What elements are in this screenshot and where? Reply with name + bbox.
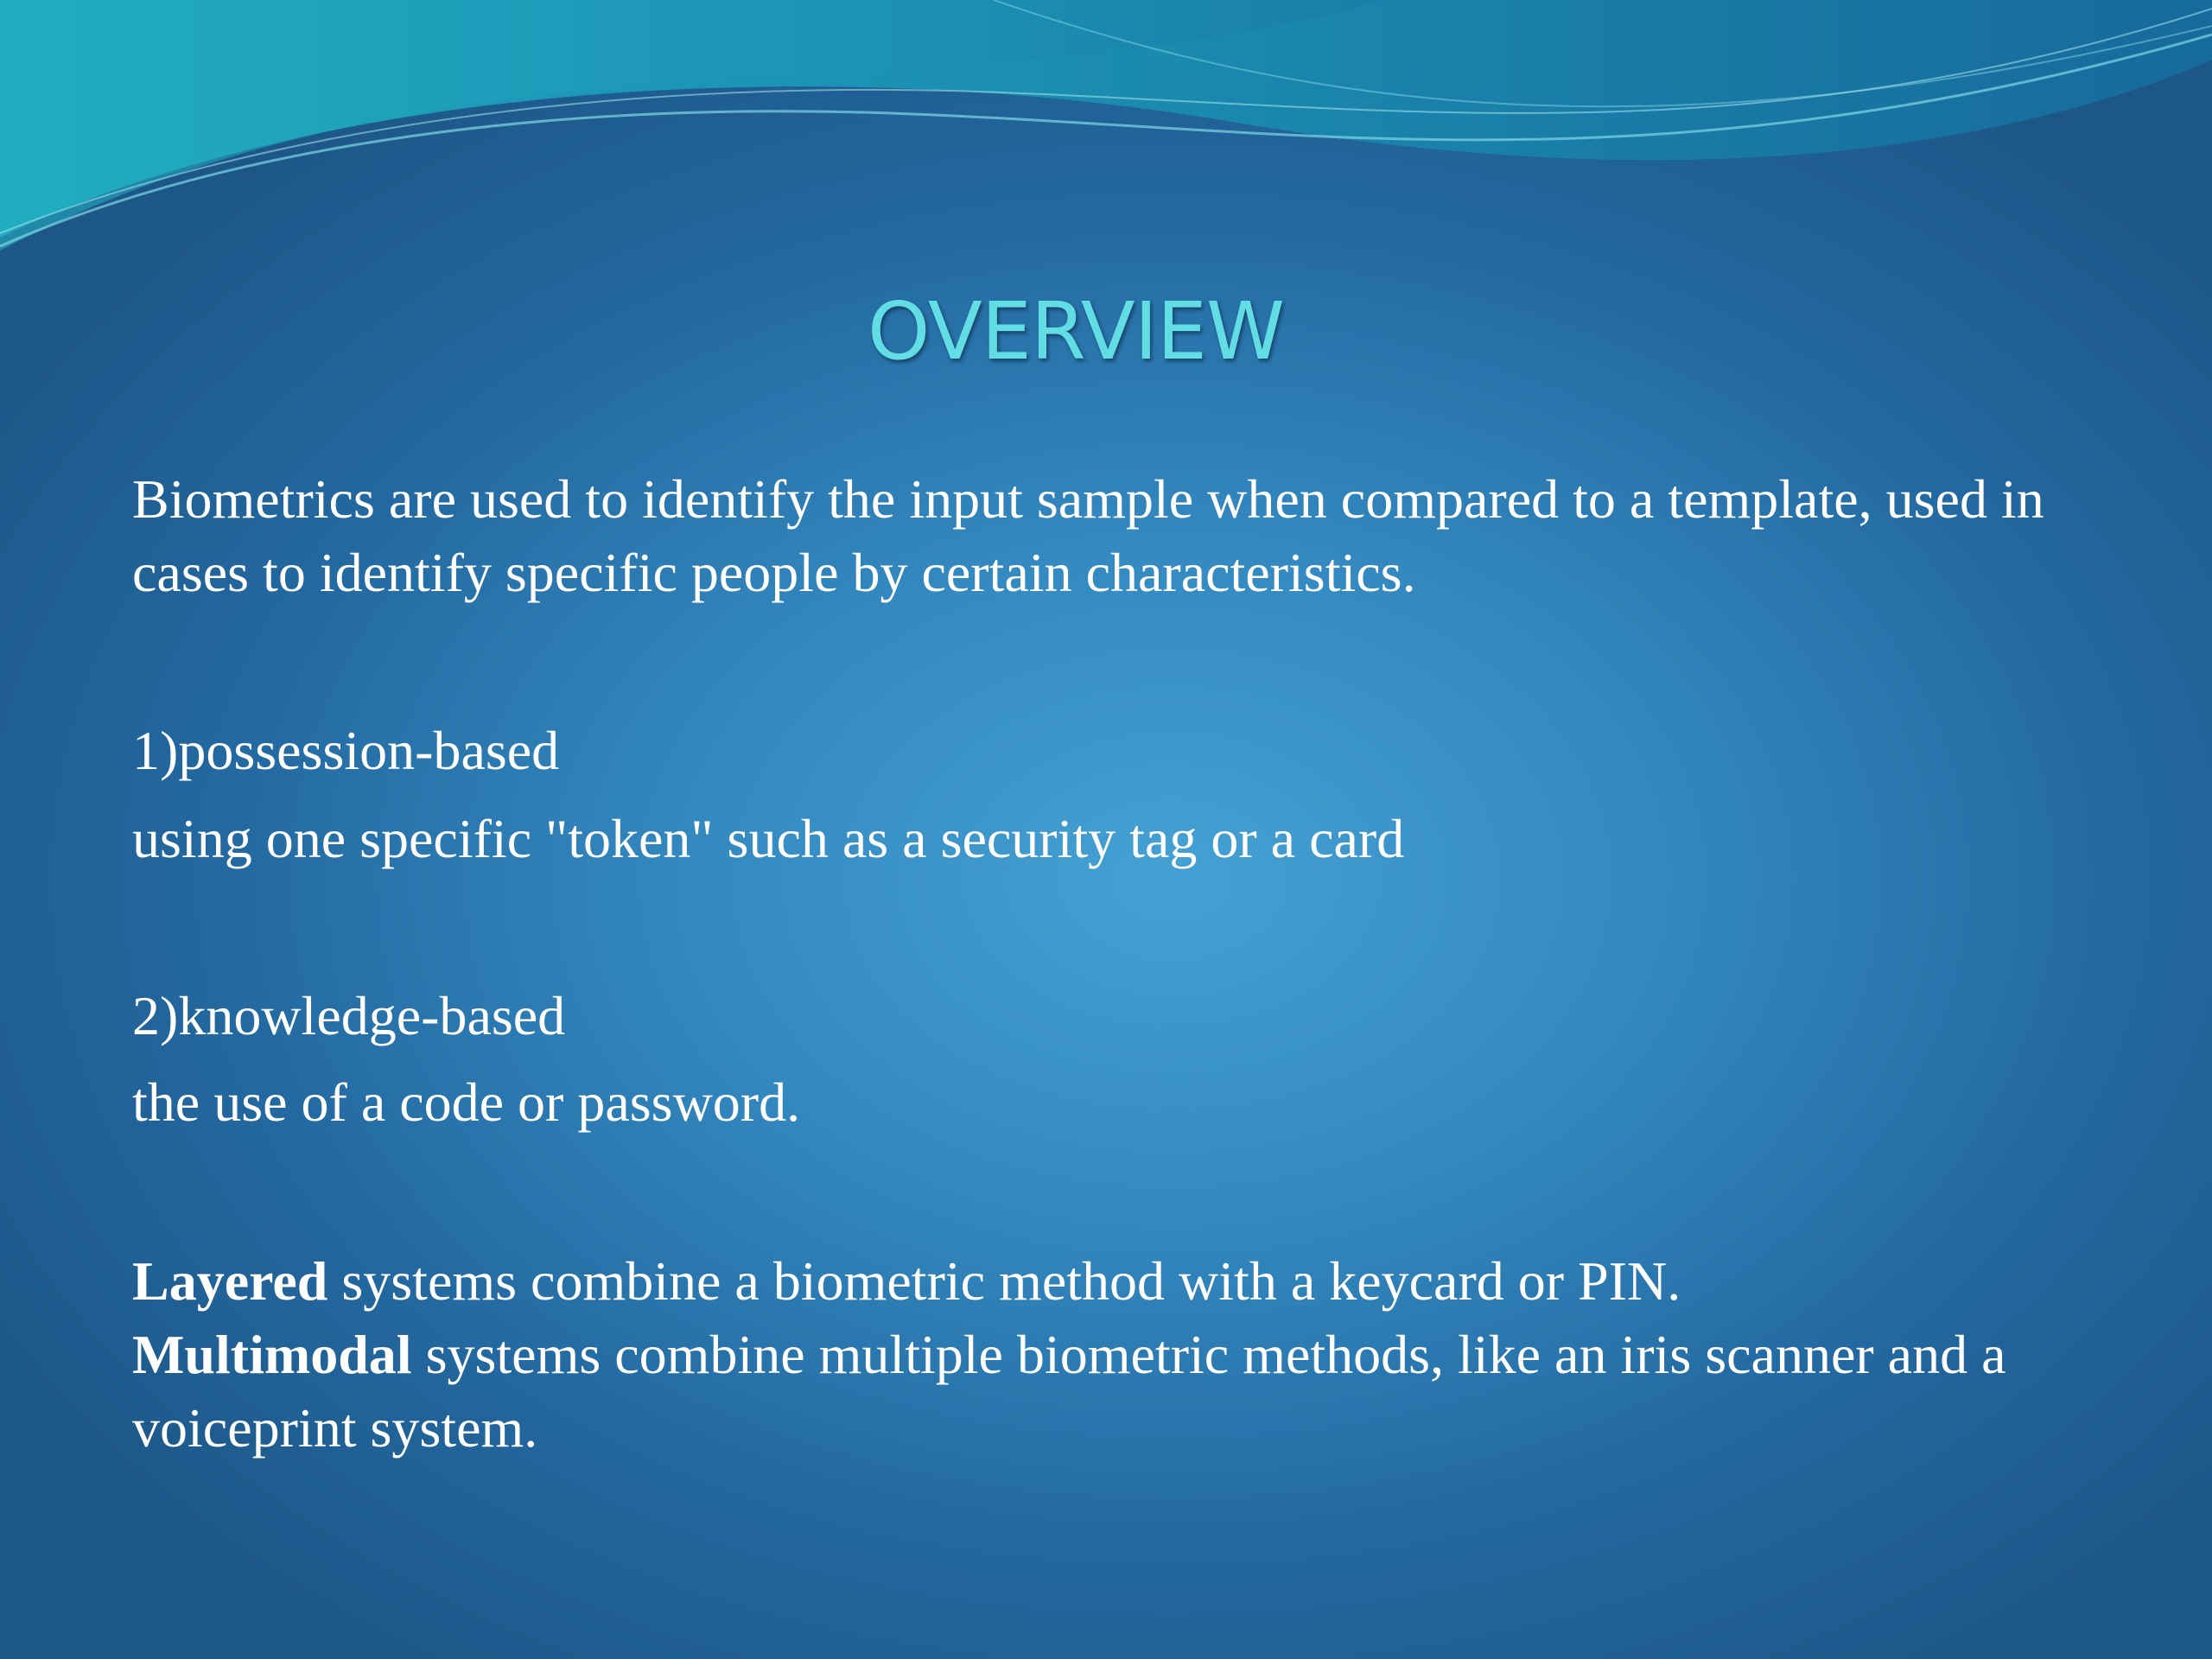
item-heading-knowledge: 2)knowledge-based bbox=[132, 985, 566, 1046]
wave-front bbox=[0, 0, 1382, 251]
item-description-knowledge: the use of a code or password. bbox=[132, 1071, 801, 1133]
multimodal-term: Multimodal bbox=[132, 1324, 412, 1385]
multimodal-text: systems combine multiple biometric methods, like an iris scanner and a voiceprint system. bbox=[132, 1324, 2006, 1459]
layered-text: systems combine a biometric method with a keycard or PIN. bbox=[327, 1250, 1681, 1312]
header-wave-decoration bbox=[0, 0, 2212, 276]
item-heading-possession: 1)possession-based bbox=[132, 720, 560, 781]
intro-paragraph: Biometrics are used to identify the input sample when compared to a template, used in cases to identify specific people by certain characteristics. bbox=[132, 468, 2044, 603]
layered-term: Layered bbox=[132, 1250, 328, 1312]
item-description-possession: using one specific "token" such as a security tag or a card bbox=[132, 808, 1405, 869]
systems-paragraph bbox=[132, 1244, 2120, 1465]
slide-title: OVERVIEW bbox=[868, 285, 1284, 378]
